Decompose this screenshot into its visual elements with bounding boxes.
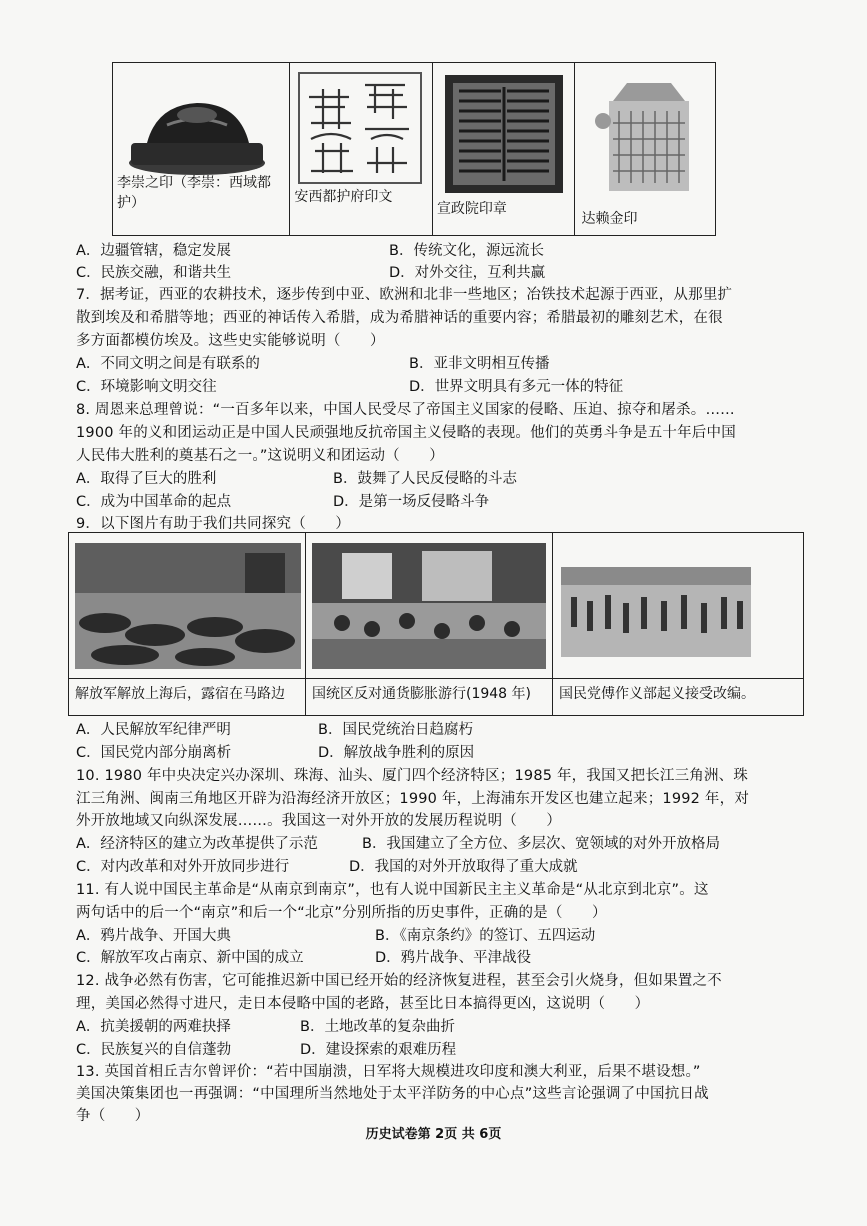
q6-option-b: B．传统文化，源远流长 [389, 243, 544, 259]
photo-cell [553, 533, 802, 678]
q13-stem-line: 13. 英国首相丘吉尔曾评价：“若中国崩溃，日军将大规模进攻印度和澳大利亚，后果不堪设想。” [76, 1064, 701, 1080]
q13-stem-line: 争（ ） [76, 1108, 150, 1124]
q9-option-b: B．国民党统治日趋腐朽 [318, 722, 473, 738]
seal-cell-anxi [290, 63, 433, 235]
soldiers-sleeping-street-photo [75, 543, 301, 669]
q8-stem-line: 1900 年的义和团运动正是中国人民顽强地反抗帝国主义侵略的表现。他们的英勇斗争是五十年后中国 [76, 425, 736, 441]
q8-option-a: A．取得了巨大的胜利 [76, 471, 217, 487]
q9-option-c: C．国民党内部分崩离析 [76, 745, 232, 761]
q12-option-b: B．土地改革的复杂曲折 [300, 1019, 455, 1035]
q7-option-b: B．亚非文明相互传播 [409, 356, 550, 372]
q12-stem-line: 理，美国必然得寸进尺，走日本侵略中国的老路，甚至比日本搞得更凶，这说明（ ） [76, 996, 650, 1012]
q8-option-b: B．鼓舞了人民反侵略的斗志 [333, 471, 517, 487]
seal-caption-line: 安西都护府印文 [294, 189, 393, 205]
troops-reorganization-photo [561, 567, 751, 657]
photo-cell [69, 533, 306, 678]
q12-option-c: C．民族复兴的自信蓬勃 [76, 1042, 232, 1058]
photo-table [68, 532, 804, 716]
photo-caption-cell [69, 679, 306, 715]
q10-option-c: C．对内改革和对外开放同步进行 [76, 859, 290, 875]
q11-option-b: B．《南京条约》的签订、五四运动 [375, 928, 596, 944]
q13-stem-line: 美国决策集团也一再强调：“中国理所当然地处于太平洋防务的中心点”这些言论强调了中国抗日战 [76, 1086, 709, 1102]
seal-image-table [112, 62, 716, 236]
q9-option-d: D．解放战争胜利的原因 [318, 745, 475, 761]
photo-cell [306, 533, 553, 678]
photo-caption: 国民党傅作义部起义接受改编。 [559, 686, 755, 702]
q11-option-c: C．解放军攻占南京、新中国的成立 [76, 950, 304, 966]
q10-stem-line: 10. 1980 年中央决定兴办深圳、珠海、汕头、厦门四个经济特区；1985 年，我国又把长江三角洲、珠 [76, 768, 749, 784]
q11-stem-line: 11. 有人说中国民主革命是“从南京到南京”，也有人说中国新民主主义革命是“从北京到北京”。这 [76, 882, 709, 898]
seal-caption-line: 护） [117, 195, 145, 211]
q7-stem-line: 7．据考证，西亚的农耕技术，逐步传到中亚、欧洲和北非一些地区；冶铁技术起源于西亚，从那里扩 [76, 287, 733, 303]
q10-option-d: D．我国的对外开放取得了重大成就 [349, 859, 578, 875]
bronze-seal-image [117, 85, 287, 185]
q10-stem-line: 外开放地域又向纵深发展……。我国这一对外开放的发展历程说明（ ） [76, 813, 562, 829]
q7-option-c: C．环境影响文明交往 [76, 379, 217, 395]
square-seal-stamp-image [439, 69, 569, 199]
q10-option-a: A．经济特区的建立为改革提供了示范 [76, 836, 318, 852]
q8-option-d: D．是第一场反侵略斗争 [333, 494, 490, 510]
q7-stem-line: 多方面都模仿埃及。这些史实能够说明（ ） [76, 333, 385, 349]
q12-stem-line: 12. 战争必然有伤害，它可能推迟新中国已经开始的经济恢复进程，甚至会引火烧身，但如果置之不 [76, 973, 722, 989]
photo-caption: 解放军解放上海后，露宿在马路边 [75, 686, 285, 702]
q11-option-d: D．鸦片战争、平津战役 [375, 950, 532, 966]
q6-option-d: D．对外交往，互利共赢 [389, 265, 546, 281]
q9-stem-line: 9．以下图片有助于我们共同探究（ ） [76, 516, 351, 532]
q8-stem-line: 8. 周恩来总理曾说：“一百多年以来，中国人民受尽了帝国主义国家的侵略、压迫、掠夺和屠杀。…… [76, 402, 735, 418]
photo-row-captions [69, 679, 803, 715]
seal-cell-xuanzheng [433, 63, 576, 235]
q7-option-d: D．世界文明具有多元一体的特征 [409, 379, 624, 395]
seal-cell-li-chong [113, 63, 290, 235]
q7-stem-line: 散到埃及和希腊等地；西亚的神话传入希腊，成为希腊神话的重要内容；希腊最初的雕刻艺术，在很 [76, 310, 723, 326]
photo-caption-cell [553, 679, 802, 715]
q10-stem-line: 江三角洲、闽南三角地区开辟为沿海经济开放区；1990 年，上海浦东开发区也建立起来；1992 年，对 [76, 791, 750, 807]
q12-option-d: D．建设探索的艰难历程 [300, 1042, 457, 1058]
seal-caption-line: 宣政院印章 [436, 201, 507, 217]
photo-caption: 国统区反对通货膨胀游行(1948 年) [312, 686, 532, 702]
photo-caption-cell [306, 679, 553, 715]
seal-cell-dalai [575, 63, 715, 235]
seal-caption-line: 达赖金印 [581, 211, 638, 227]
q8-stem-line: 人民伟大胜利的奠基石之一。”这说明义和团运动（ ） [76, 448, 444, 464]
seal-caption-line: 李崇之印（李崇：西域都 [117, 175, 271, 191]
protest-march-photo [312, 543, 546, 669]
q11-option-a: A．鸦片战争、开国大典 [76, 928, 231, 944]
q9-option-a: A．人民解放军纪律严明 [76, 722, 231, 738]
q6-option-c: C．民族交融，和谐共生 [76, 265, 232, 281]
page-footer: 历史试卷第 2页 共 6页 [365, 1127, 502, 1142]
gold-seal-image [579, 71, 709, 201]
q8-option-c: C．成为中国革命的起点 [76, 494, 232, 510]
q7-option-a: A．不同文明之间是有联系的 [76, 356, 260, 372]
photo-row-images [69, 533, 803, 679]
seal-imprint-image [293, 67, 429, 187]
q6-option-a: A．边疆管辖，稳定发展 [76, 243, 231, 259]
q10-option-b: B．我国建立了全方位、多层次、宽领域的对外开放格局 [362, 836, 720, 852]
q12-option-a: A．抗美援朝的两难抉择 [76, 1019, 231, 1035]
q11-stem-line: 两句话中的后一个“南京”和后一个“北京”分别所指的历史事件，正确的是（ ） [76, 905, 607, 921]
